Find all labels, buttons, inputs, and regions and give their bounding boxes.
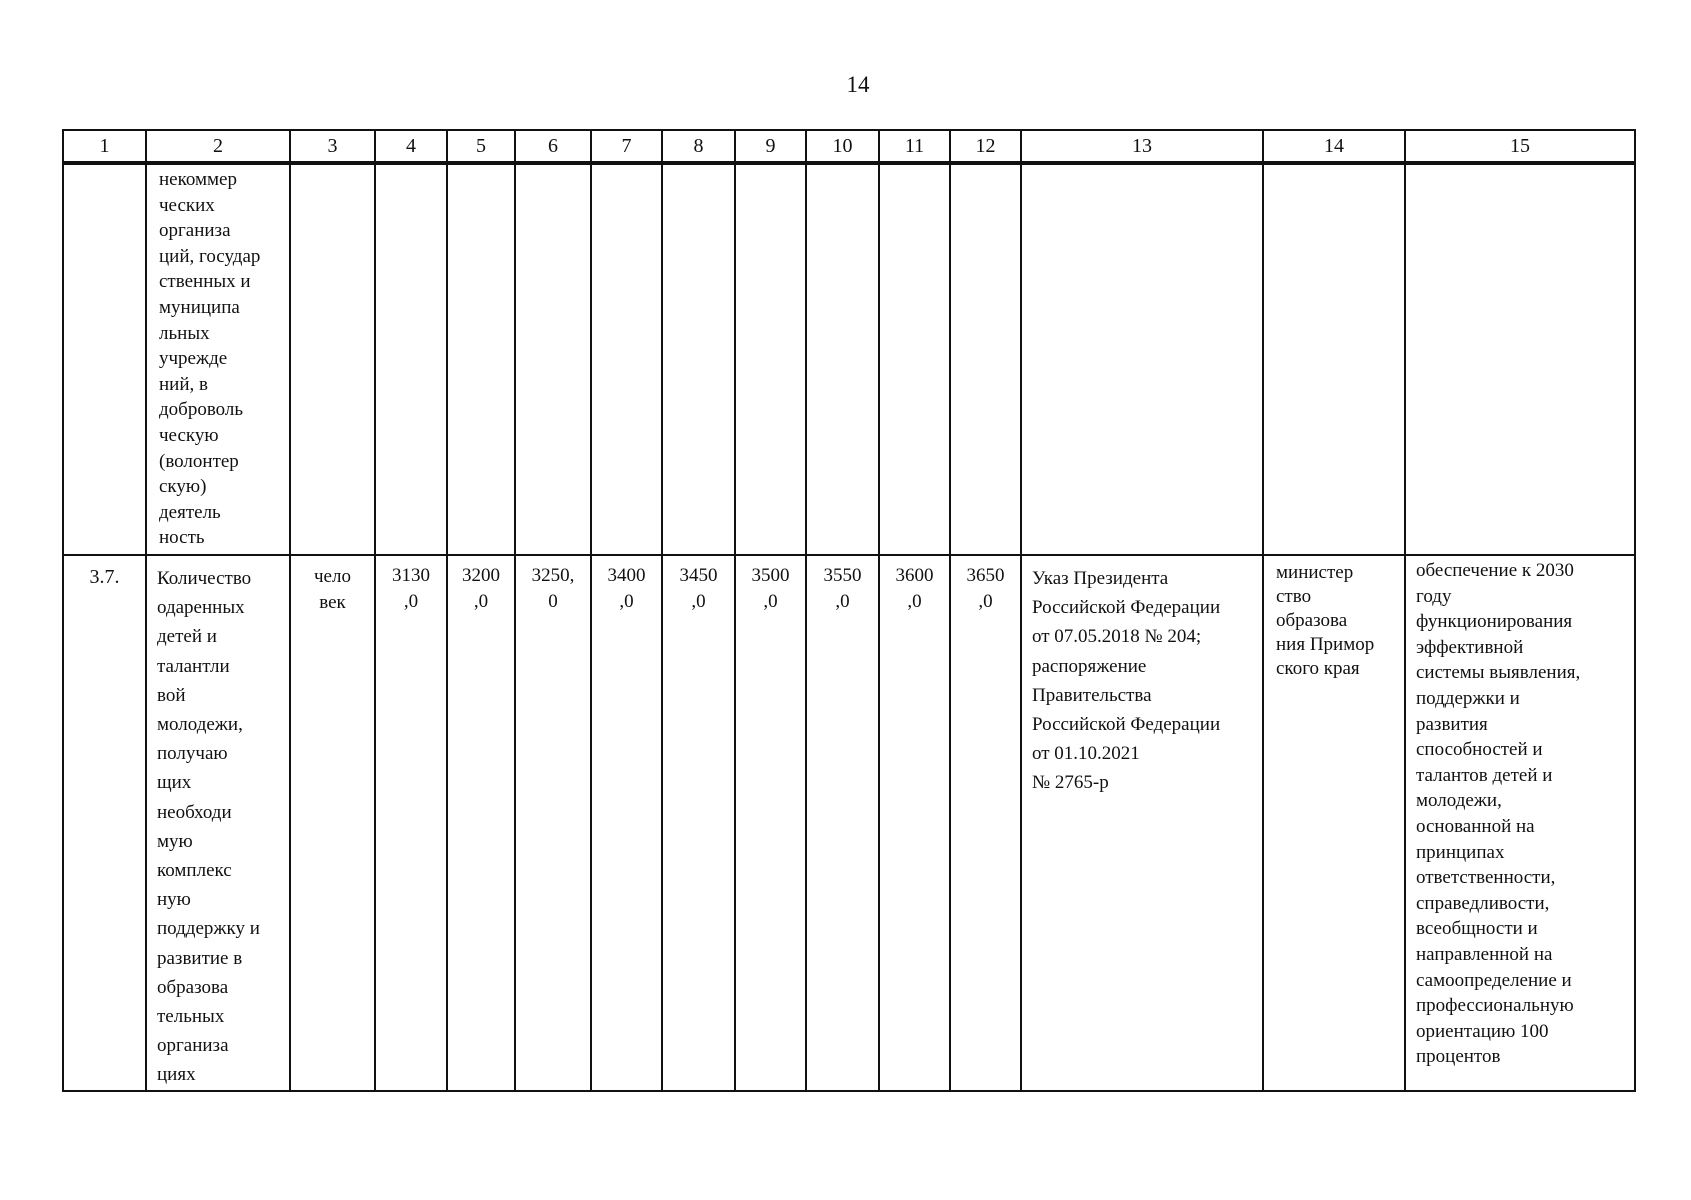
legal-basis-cell: Указ Президента Российской Федерации от 07.05.2018 № 204; распоряжение Правительства Российской Федерации от 01.10.2021 № 2765-р <box>1021 555 1263 1091</box>
empty-cell <box>447 163 515 555</box>
empty-cell <box>662 163 735 555</box>
header-cell: 13 <box>1021 130 1263 163</box>
header-cell: 5 <box>447 130 515 163</box>
header-cell: 15 <box>1405 130 1635 163</box>
empty-cell <box>515 163 591 555</box>
empty-cell <box>950 163 1021 555</box>
empty-cell <box>290 163 375 555</box>
empty-cell <box>375 163 447 555</box>
header-cell: 2 <box>146 130 290 163</box>
header-cell: 4 <box>375 130 447 163</box>
indicator-text-continued: некоммер ческих организа ций, государ ственных и муниципа льных учрежде ний, в доброволь ческую (волонтер скую) деятель ность <box>146 163 290 555</box>
empty-cell <box>735 163 806 555</box>
value-cell: 3450 ,0 <box>662 555 735 1091</box>
row-index: 3.7. <box>63 555 146 1091</box>
value-cell: 3130 ,0 <box>375 555 447 1091</box>
header-cell: 3 <box>290 130 375 163</box>
page-number: 14 <box>846 72 870 97</box>
value-cell: 3550 ,0 <box>806 555 879 1091</box>
header-cell: 1 <box>63 130 146 163</box>
header-cell: 7 <box>591 130 662 163</box>
header-cell: 12 <box>950 130 1021 163</box>
indicator-name: Количество одаренных детей и талантли вой молодежи, получаю щих необходи мую комплекс ную поддержку и развитие в образова тельных организа циях <box>146 555 290 1091</box>
empty-cell <box>1405 163 1635 555</box>
header-cell: 9 <box>735 130 806 163</box>
value-cell: 3400 ,0 <box>591 555 662 1091</box>
table-row-3-7 <box>63 555 1635 1091</box>
header-cell: 8 <box>662 130 735 163</box>
empty-cell <box>591 163 662 555</box>
header-cell: 14 <box>1263 130 1405 163</box>
value-cell: 3200 ,0 <box>447 555 515 1091</box>
header-row <box>63 130 1635 163</box>
indicators-table <box>62 129 1636 1092</box>
empty-cell <box>63 163 146 555</box>
empty-cell <box>1021 163 1263 555</box>
empty-cell <box>806 163 879 555</box>
header-cell: 11 <box>879 130 950 163</box>
empty-cell <box>1263 163 1405 555</box>
value-cell: 3600 ,0 <box>879 555 950 1091</box>
goal-cell: обеспечение к 2030 году функционирования эффективной системы выявления, поддержки и развития способностей и талантов детей и молодежи, основанной на принципах ответственности, справедливости, всеобщности и направленной на самоопределение и профессиональную ориентацию 100 процентов <box>1405 555 1635 1091</box>
value-cell: 3500 ,0 <box>735 555 806 1091</box>
table-row-continuation <box>63 163 1635 555</box>
header-cell: 6 <box>515 130 591 163</box>
empty-cell <box>879 163 950 555</box>
value-cell: 3250, 0 <box>515 555 591 1091</box>
unit-cell: чело век <box>290 555 375 1091</box>
value-cell: 3650 ,0 <box>950 555 1021 1091</box>
header-cell: 10 <box>806 130 879 163</box>
responsible-cell: министер ство образова ния Примор ского края <box>1263 555 1405 1091</box>
